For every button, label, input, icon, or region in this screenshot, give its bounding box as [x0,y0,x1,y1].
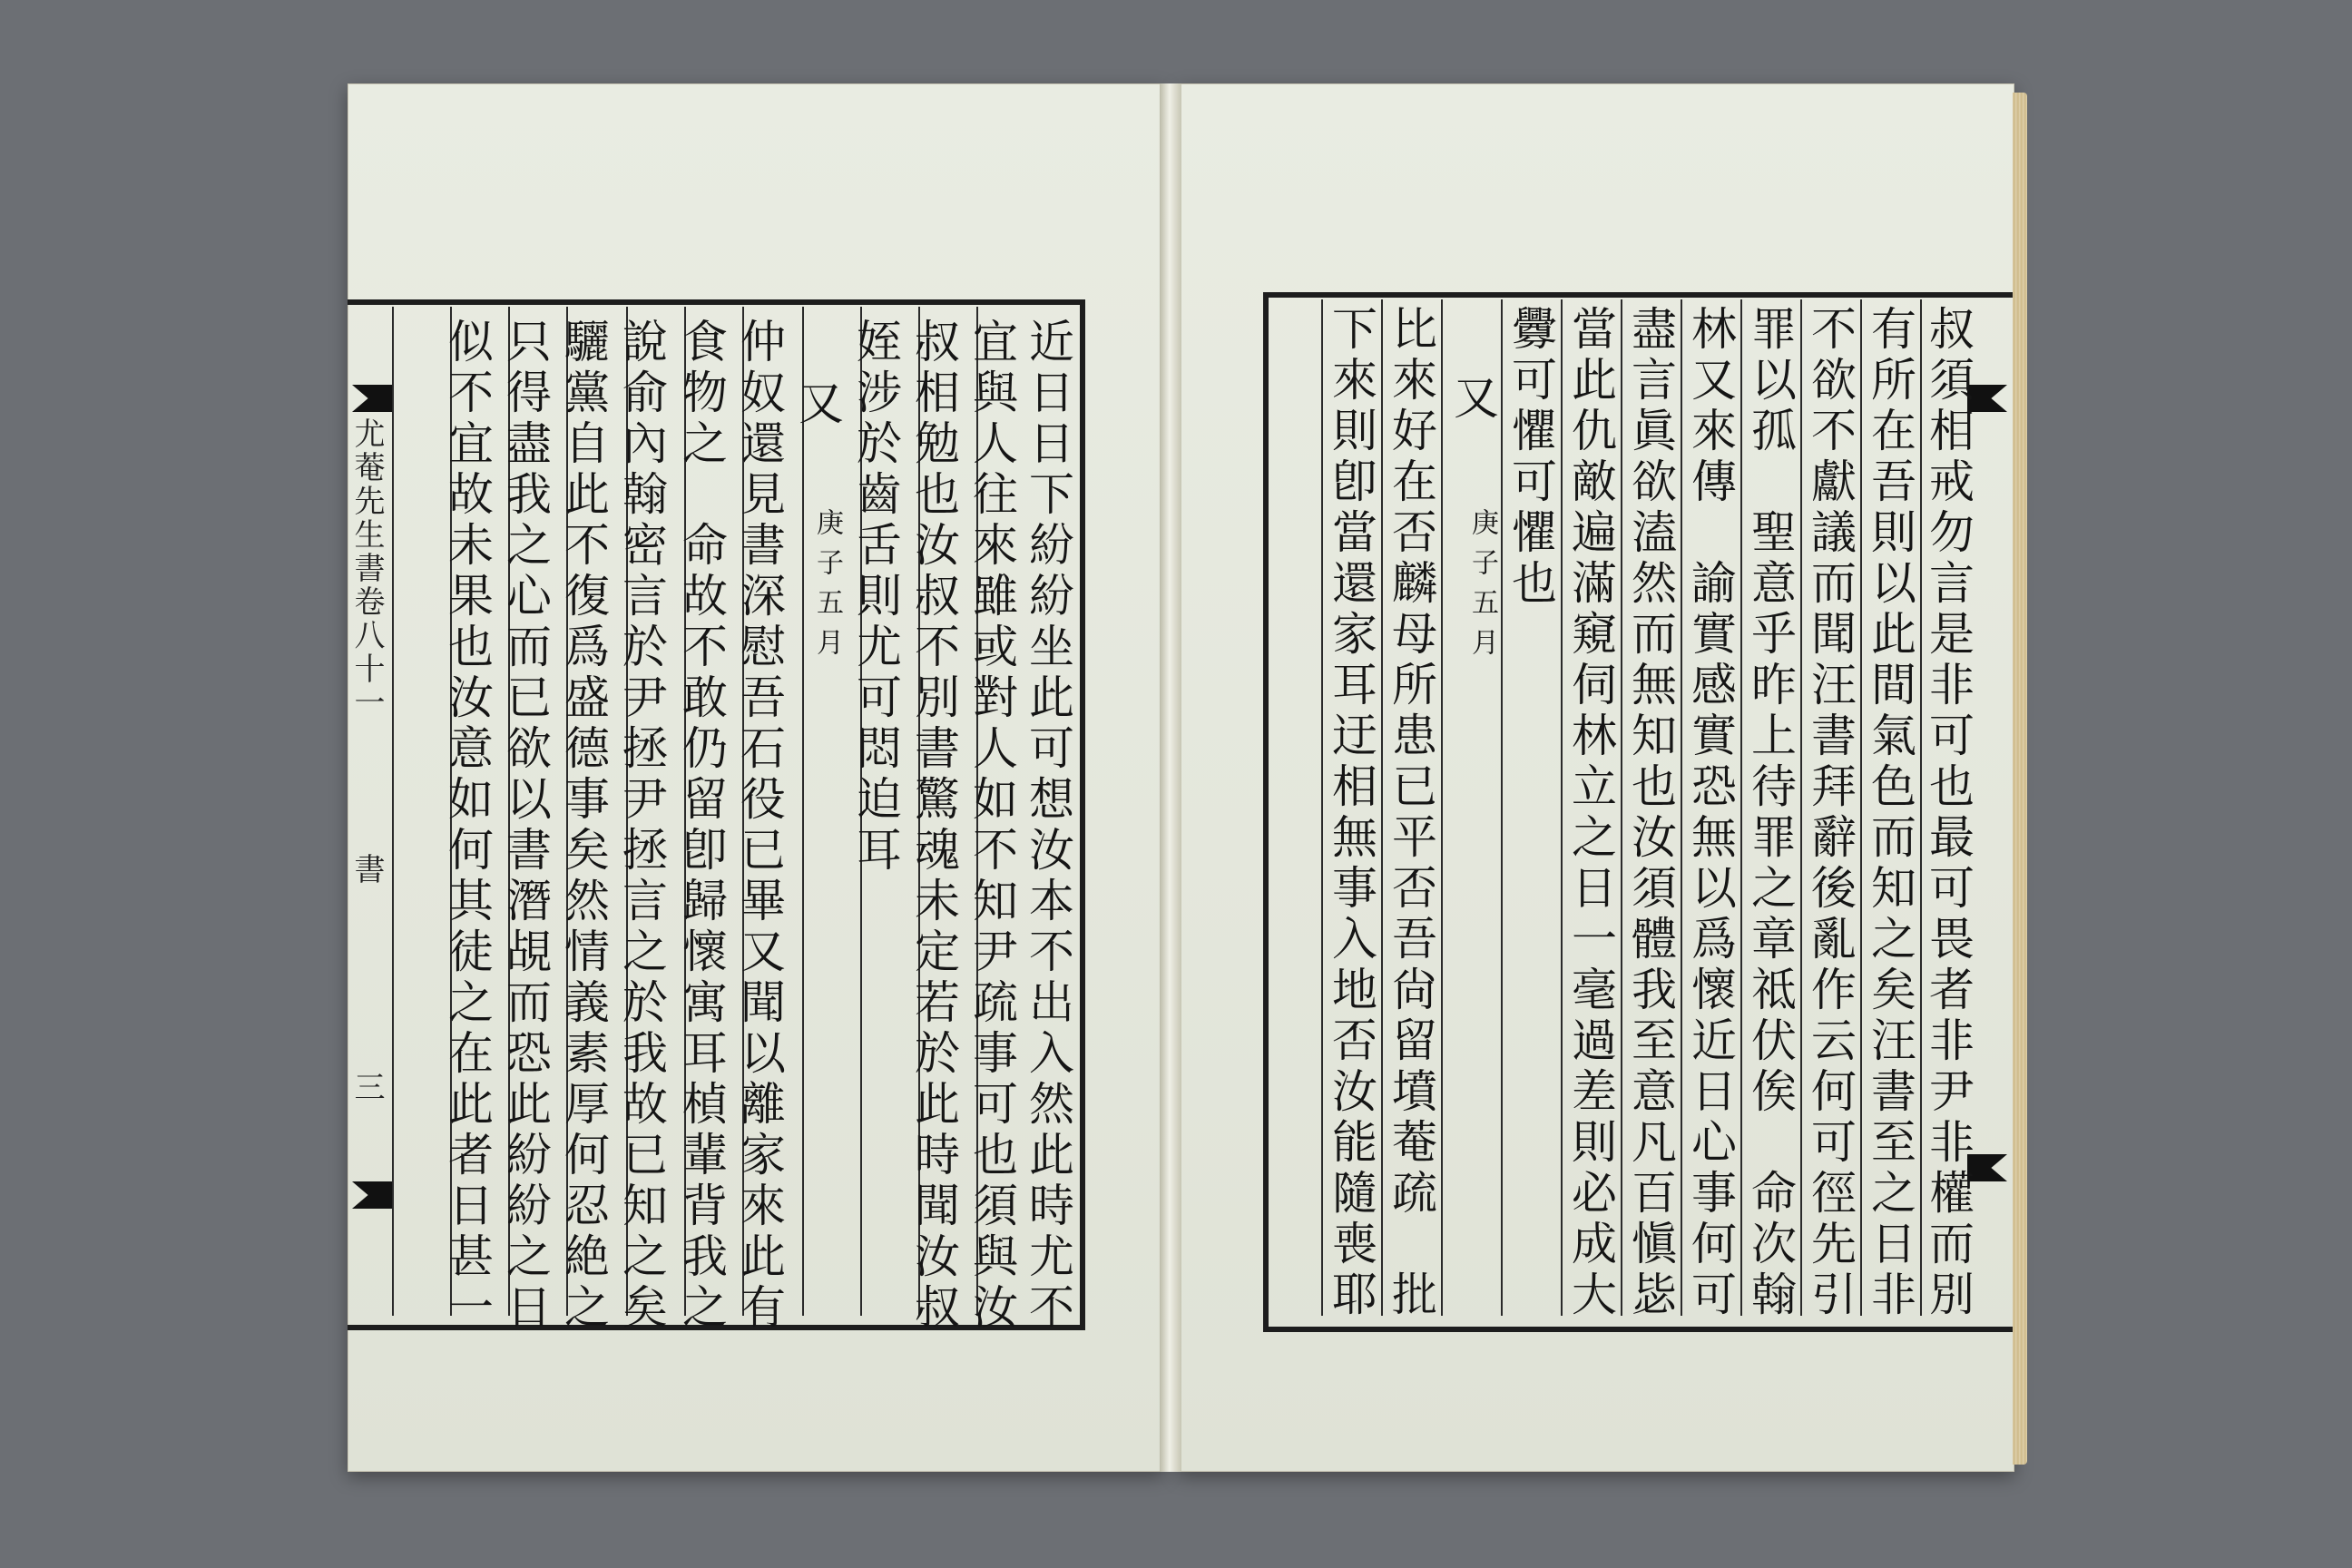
letter-heading: 又 [1446,374,1499,425]
text-column: 食物之 命故不敢仍留卽歸懷寓耳楨輩背我之 [675,318,728,1334]
section-label: 書 [348,853,385,887]
text-column: 說俞內翰密言於尹拯尹拯言之於我故已知之矣 [615,318,668,1334]
text-column: 姪涉於齒舌則尤可悶迫耳 [849,318,902,877]
page-number: 三 [348,1071,385,1104]
text-column: 林又來傳 諭實感實恐無以爲懷近日心事何可 [1684,305,1737,1321]
text-column: 下來則卽當還家耳迂相無事入地否汝能隨喪耶 [1325,305,1377,1321]
text-column: 叔相勉也汝叔不別書驚魂未定若於此時聞汝叔 [907,318,960,1334]
text-column: 宜與人往來雖或對人如不知尹疏事可也須與汝 [965,318,1018,1334]
text-column: 只得盡我之心而已欲以書潛覘而恐此紛紛之日 [499,318,552,1334]
column-rule [802,307,804,1316]
text-column: 近日日下紛紛坐此可想汝本不出入然此時尤不 [1022,318,1074,1334]
book-spine [1160,83,1181,1472]
column-rule [1321,299,1323,1316]
column-rule [1441,299,1443,1316]
text-column: 盡言眞欲溘然而無知也汝須體我至意凡百愼毖 [1624,305,1677,1321]
column-rule [1740,299,1742,1316]
column-rule [1381,299,1383,1316]
column-rule [1860,299,1862,1316]
text-column: 有所在吾則以此間氣色而知之矣汪書至之日非 [1864,305,1916,1321]
text-column: 當此仇敵遍滿窺伺林立之日一毫過差則必成大 [1564,305,1617,1321]
text-column: 仲奴還見書深慰吾石役已畢又聞以離家來此有 [733,318,786,1334]
column-rule [1681,299,1682,1316]
column-rule [1561,299,1563,1316]
date-note: 庚子五月 [1466,508,1498,668]
letter-heading: 又 [791,379,844,430]
column-rule [1800,299,1802,1316]
date-note: 庚子五月 [811,508,843,668]
text-column: 罪以孤 聖意乎昨上待罪之章祗伏俟 命次翰 [1744,305,1797,1321]
page-edges [2013,93,2027,1465]
text-column: 釁可懼可懼也 [1504,305,1557,610]
text-column: 不欲不獻議而聞汪書拜辭後亂作云何可徑先引 [1804,305,1857,1321]
column-rule [1621,299,1622,1316]
text-column: 驪黨自此不復爲盛德事矣然情義素厚何忍絶之 [557,318,610,1334]
text-column: 似不宜故未果也汝意如何其徒之在此者日甚一 [441,318,494,1334]
column-rule [392,307,394,1316]
book-title: 尤菴先生書卷八十一 [348,417,385,720]
column-rule [1501,299,1503,1316]
text-column: 叔須相戒勿言是非可也最可畏者非尹非權而別 [1922,305,1975,1321]
text-column: 比來好在否麟母所患已平否吾尙留墳菴疏 批 [1385,305,1437,1321]
